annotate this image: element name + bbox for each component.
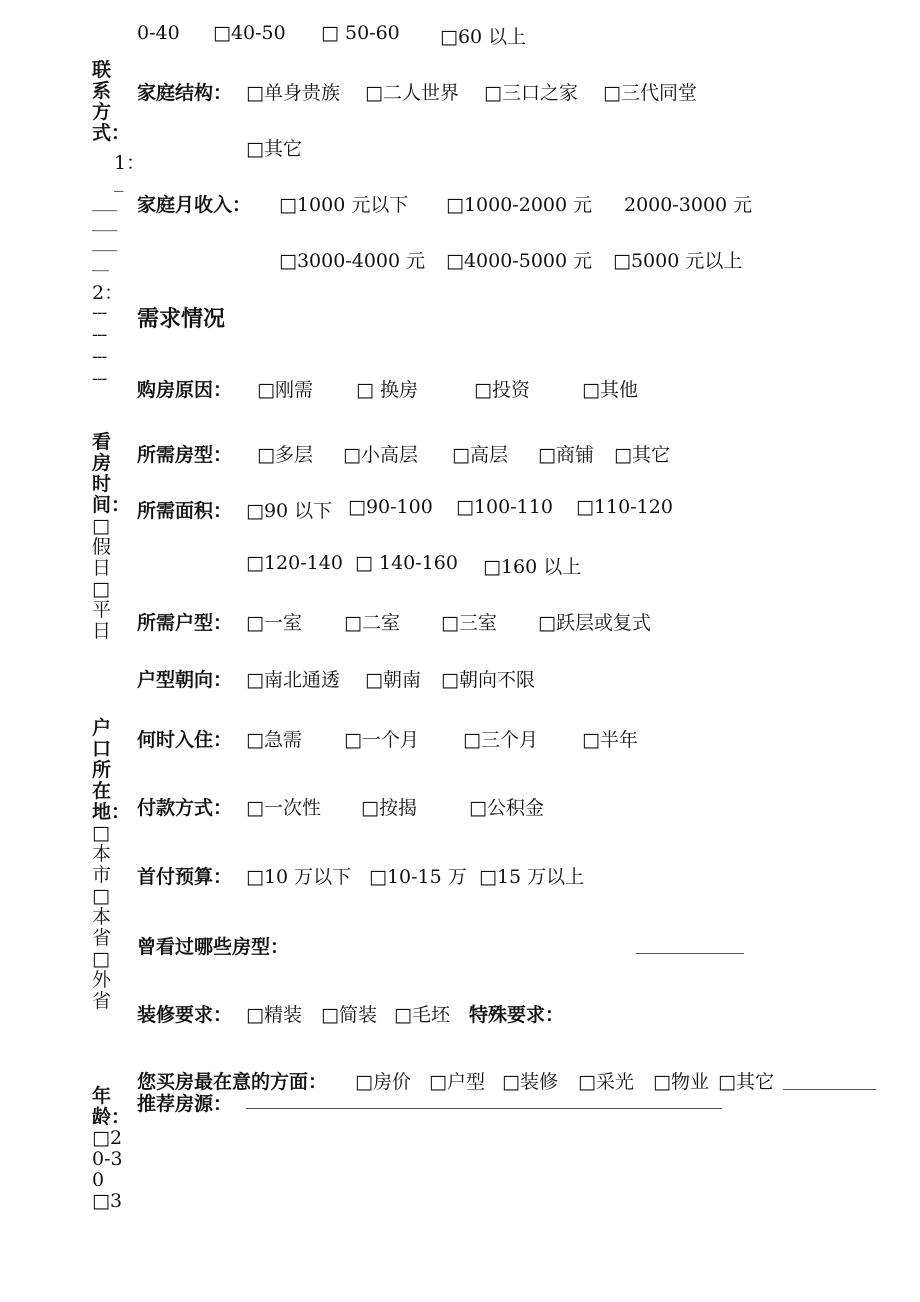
hukou-other-option[interactable]: □外省 <box>92 948 112 1012</box>
layout-duplex[interactable]: □跃层或复式 <box>538 612 651 634</box>
age-range-60-plus[interactable]: □60 以上 <box>440 26 527 48</box>
concern-decoration[interactable]: □装修 <box>502 1071 558 1093</box>
concern-property-mgmt[interactable]: □物业 <box>653 1071 709 1093</box>
contact-label: 联系方式： <box>92 59 131 144</box>
house-type-high-rise[interactable]: □高层 <box>452 444 508 466</box>
hukou-label: 户口所在地： <box>92 717 131 823</box>
decoration-bare[interactable]: □毛坯 <box>394 1004 450 1026</box>
orientation-label: 户型朝向： <box>137 669 233 691</box>
reason-label: 购房原因： <box>137 379 233 401</box>
orientation-north-south[interactable]: □南北通透 <box>246 669 340 691</box>
concern-label: 您买房最在意的方面： <box>137 1071 328 1093</box>
contact-info-column <box>92 59 131 144</box>
family-structure-label: 家庭结构： <box>137 82 233 104</box>
payment-label: 付款方式： <box>137 797 233 819</box>
reason-other-option[interactable]: □其他 <box>582 379 638 401</box>
contact-1-label: 1： <box>114 152 146 174</box>
family-three-gen-option[interactable]: □三代同堂 <box>603 82 697 104</box>
viewing-holiday-option[interactable]: □假日 <box>92 515 112 579</box>
viewing-time-column <box>92 431 131 642</box>
layout-label: 所需户型： <box>137 612 233 634</box>
area-160-plus[interactable]: □160 以上 <box>483 556 582 578</box>
decoration-fine[interactable]: □精装 <box>246 1004 302 1026</box>
age-range-40-50[interactable]: □40-50 <box>213 22 286 44</box>
age-option-3[interactable]: □3 <box>92 1190 123 1212</box>
move-in-urgent[interactable]: □急需 <box>246 729 302 751</box>
layout-one-room[interactable]: □一室 <box>246 612 302 634</box>
income-5000-plus[interactable]: □5000 元以上 <box>613 250 743 272</box>
reason-rigid-option[interactable]: □刚需 <box>257 379 313 401</box>
concern-price[interactable]: □房价 <box>355 1071 411 1093</box>
family-three-option[interactable]: □三口之家 <box>484 82 578 104</box>
viewing-weekday-option[interactable]: □平日 <box>92 578 112 642</box>
hukou-province-option[interactable]: □本省 <box>92 885 112 949</box>
down-payment-label: 首付预算： <box>137 866 233 888</box>
family-couple-option[interactable]: □二人世界 <box>365 82 459 104</box>
concern-other[interactable]: □其它 <box>718 1071 774 1093</box>
concern-other-blank-line[interactable] <box>783 1089 876 1090</box>
move-in-half-year[interactable]: □半年 <box>582 729 638 751</box>
hukou-column <box>92 717 131 1012</box>
family-other-option[interactable]: □其它 <box>246 138 302 160</box>
area-label: 所需面积： <box>137 500 233 522</box>
house-type-other[interactable]: □其它 <box>614 444 670 466</box>
house-type-multi-storey[interactable]: □多层 <box>257 444 313 466</box>
down-payment-under-10[interactable]: □10 万以下 <box>246 866 352 888</box>
layout-three-room[interactable]: □三室 <box>441 612 497 634</box>
payment-provident-fund[interactable]: □公积金 <box>469 797 544 819</box>
area-120-140[interactable]: □120-140 <box>246 552 343 574</box>
hukou-city-option[interactable]: □本市 <box>92 822 112 886</box>
income-label: 家庭月收入： <box>137 194 252 216</box>
concern-lighting[interactable]: □采光 <box>578 1071 634 1093</box>
orientation-any[interactable]: □朝向不限 <box>441 669 535 691</box>
contact-blank-lines[interactable]: ___ ___ ___ __ <box>92 192 118 272</box>
orientation-south[interactable]: □朝南 <box>365 669 421 691</box>
contact-2-label: 2： <box>92 282 124 304</box>
down-payment-15-plus[interactable]: □15 万以上 <box>479 866 585 888</box>
concern-layout[interactable]: □户型 <box>429 1071 485 1093</box>
area-under-90[interactable]: □90 以下 <box>246 500 333 522</box>
move-in-one-month[interactable]: □一个月 <box>344 729 419 751</box>
income-2000-3000[interactable]: 2000-3000 元 <box>624 194 753 216</box>
area-100-110[interactable]: □100-110 <box>456 496 553 518</box>
family-single-option[interactable]: □单身贵族 <box>246 82 340 104</box>
decoration-label: 装修要求： <box>137 1004 233 1026</box>
income-4000-5000[interactable]: □4000-5000 元 <box>446 250 593 272</box>
house-type-shop[interactable]: □商铺 <box>538 444 594 466</box>
age-range-50-60[interactable]: □ 50-60 <box>321 22 400 44</box>
age-label: 年龄： <box>92 1085 131 1128</box>
move-in-three-months[interactable]: □三个月 <box>463 729 538 751</box>
area-90-100[interactable]: □90-100 <box>348 496 433 518</box>
income-3000-4000[interactable]: □3000-4000 元 <box>279 250 426 272</box>
reason-upgrade-option[interactable]: □ 换房 <box>356 379 418 401</box>
section-title: 需求情况 <box>137 306 226 332</box>
income-under-1000[interactable]: □1000 元以下 <box>279 194 409 216</box>
house-type-mid-rise[interactable]: □小高层 <box>343 444 418 466</box>
viewing-time-label: 看房时间： <box>92 431 131 516</box>
move-in-label: 何时入住： <box>137 729 233 751</box>
payment-mortgage[interactable]: □按揭 <box>361 797 417 819</box>
recommend-blank-line[interactable] <box>246 1108 722 1109</box>
payment-full[interactable]: □一次性 <box>246 797 321 819</box>
layout-two-room[interactable]: □二室 <box>344 612 400 634</box>
seen-types-blank-line[interactable] <box>636 953 744 954</box>
down-payment-10-15[interactable]: □10-15 万 <box>369 866 467 888</box>
age-column <box>92 1085 131 1212</box>
area-140-160[interactable]: □ 140-160 <box>355 552 458 574</box>
area-110-120[interactable]: □110-120 <box>576 496 673 518</box>
age-option-20-30[interactable]: □20-30 <box>92 1127 123 1191</box>
decoration-simple[interactable]: □简装 <box>321 1004 377 1026</box>
seen-types-label: 曾看过哪些房型： <box>137 936 290 958</box>
reason-invest-option[interactable]: □投资 <box>474 379 530 401</box>
contact-1-blank[interactable]: _ <box>114 170 124 192</box>
income-1000-2000[interactable]: □1000-2000 元 <box>446 194 593 216</box>
house-type-label: 所需房型： <box>137 444 233 466</box>
special-requirements-label: 特殊要求： <box>469 1004 565 1026</box>
recommend-label: 推荐房源： <box>137 1093 233 1115</box>
age-range-0-40[interactable]: 0-40 <box>137 22 180 44</box>
contact-2-blank-lines[interactable]: --- --- --- --- <box>92 303 107 389</box>
